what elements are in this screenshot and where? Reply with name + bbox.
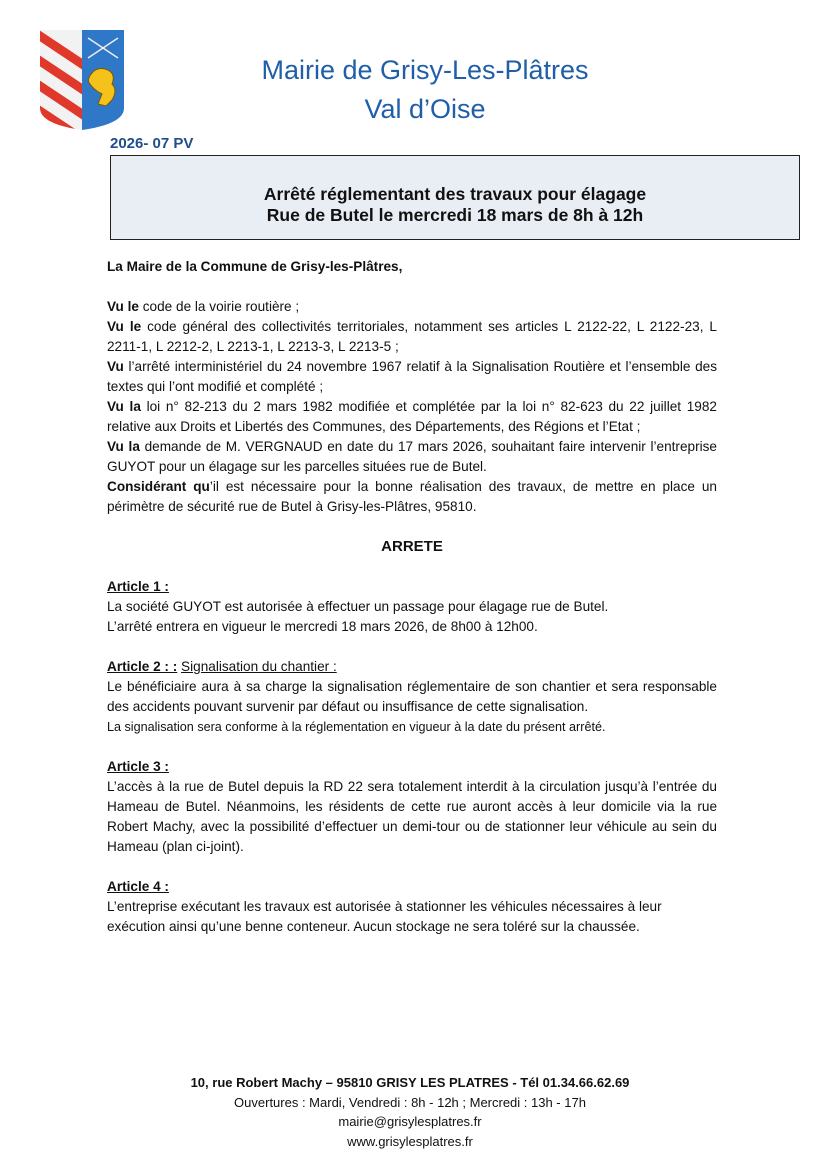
article-1-text: L’arrêté entrera en vigueur le mercredi 18 mars 2026, de 8h00 à 12h00. bbox=[107, 619, 538, 634]
title-box bbox=[110, 155, 800, 240]
coat-of-arms-logo bbox=[38, 28, 126, 132]
article-2-heading: Article 2 : : Signalisation du chantier : bbox=[107, 659, 337, 674]
consideration: Vu la loi n° 82-213 du 2 mars 1982 modifiée et complétée par la loi n° 82-623 du 22 juillet 1982 relative aux Droits et Libertés des Communes, des Départements, des Régions et l’Etat ; bbox=[107, 399, 717, 434]
consideration: Vu la demande de M. VERGNAUD en date du 17 mars 2026, souhaitant faire intervenir l’entreprise GUYOT pour un élagage sur les parcelles situées rue de Butel. bbox=[107, 439, 717, 474]
footer bbox=[150, 1073, 670, 1151]
footer-hours: Ouvertures : Mardi, Vendredi : 8h - 12h ; Mercredi : 13h - 17h bbox=[234, 1094, 586, 1110]
consideration: Considérant qu’il est nécessaire pour la bonne réalisation des travaux, de mettre en place un périmètre de sécurité rue de Butel à Grisy-les-Plâtres, 95810. bbox=[107, 479, 717, 514]
document-body bbox=[107, 257, 717, 937]
consideration: Vu l’arrêté interministériel du 24 novembre 1967 relatif à la Signalisation Routière et l’ensemble des textes qui l’ont modifié et complété ; bbox=[107, 359, 717, 394]
article-3-heading: Article 3 : bbox=[107, 759, 169, 774]
article-2-text: Le bénéficiaire aura à sa charge la signalisation réglementaire de son chantier et sera responsable des accidents pouvant survenir par défaut ou insuffisance de cette signalisation. bbox=[107, 679, 717, 714]
article-1-heading: Article 1 : bbox=[107, 579, 169, 594]
title-line-2: Rue de Butel le mercredi 18 mars de 8h à 12h bbox=[266, 205, 644, 225]
mairie-title: Mairie de Grisy-Les-Plâtres bbox=[261, 55, 589, 85]
footer-address: 10, rue Robert Machy – 95810 GRISY LES PLATRES - Tél 01.34.66.62.69 bbox=[190, 1075, 630, 1090]
consideration: Vu le code général des collectivités territoriales, notamment ses articles L 2122-22, L 2122-23, L 2211-1, L 2212-2, L 2213-1, L 2213-3, L 2213-5 ; bbox=[107, 319, 717, 354]
article-4-text: L’entreprise exécutant les travaux est autorisée à stationner les véhicules nécessaires à leur exécution ainsi qu’une benne conteneur. Aucun stockage ne sera toléré sur la chaussée. bbox=[107, 899, 662, 934]
footer-email[interactable]: mairie@grisylesplatres.fr bbox=[338, 1114, 482, 1129]
article-1-text: La société GUYOT est autorisée à effectuer un passage pour élagage rue de Butel. bbox=[107, 599, 609, 614]
article-3-text: L’accès à la rue de Butel depuis la RD 22 sera totalement interdit à la circulation jusqu’à l’entrée du Hameau de Butel. Néanmoins, les résidents de cette rue auront accès à leur domicile via la rue Robert Machy, avec la possibilité d’effectuer un demi-tour ou de stationner leur véhicule au sein du Hameau (plan ci-joint). bbox=[107, 779, 717, 854]
article-2-text: La signalisation sera conforme à la réglementation en vigueur à la date du présent arrêté. bbox=[107, 720, 606, 734]
department-title: Val d’Oise bbox=[364, 94, 486, 124]
article-4-heading: Article 4 : bbox=[107, 879, 169, 894]
reference-number: 2026- 07 PV bbox=[110, 135, 194, 152]
arrete-heading: ARRETE bbox=[381, 538, 443, 555]
title-line-1: Arrêté réglementant des travaux pour élagage bbox=[263, 184, 647, 204]
intro: La Maire de la Commune de Grisy-les-Plâtres, bbox=[107, 259, 403, 274]
footer-website[interactable]: www.grisylesplatres.fr bbox=[347, 1133, 473, 1149]
consideration: Vu le code de la voirie routière ; bbox=[107, 299, 300, 314]
